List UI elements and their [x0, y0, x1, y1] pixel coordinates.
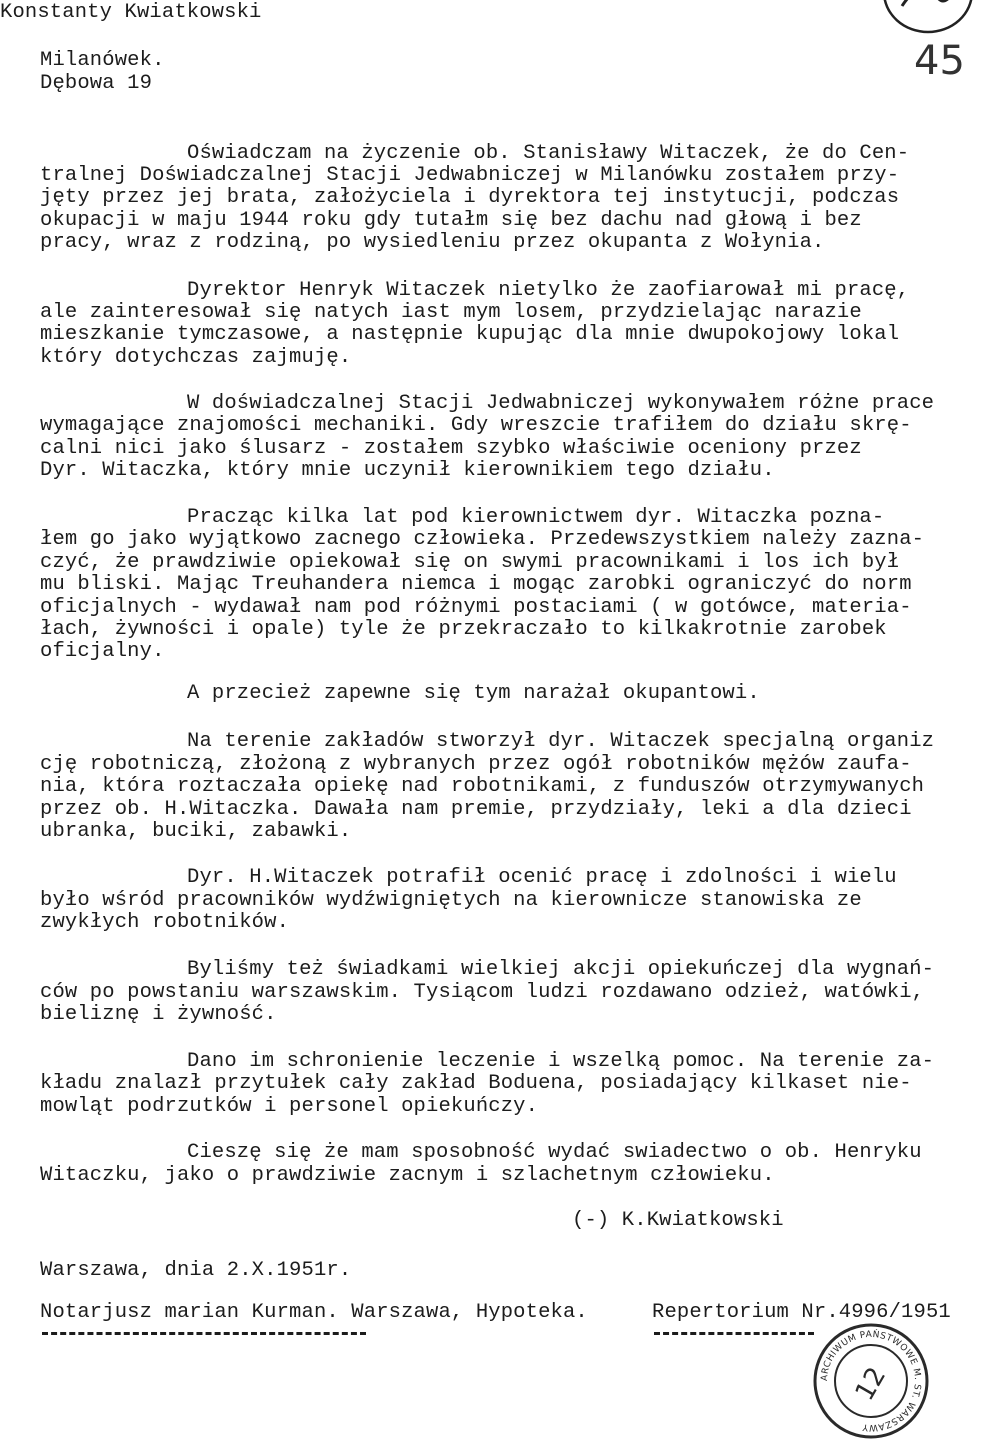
dashed-underline-left: [42, 1332, 366, 1335]
body-line: oficjalnych - wydawał nam pod różnymi postaciami ( w gotówce, materia-: [40, 596, 912, 619]
body-line: Dyr. Witaczka, który mnie uczynił kierownikiem tego działu.: [40, 459, 775, 482]
body-line: oficjalny.: [40, 640, 165, 663]
body-line: A przecież zapewne się tym narażał okupantowi.: [187, 682, 760, 705]
page-number: 45: [914, 38, 965, 84]
seal-text: ARCHIWUM PAŃSTWOWE M. ST. WARSZAWY: [819, 1329, 923, 1433]
body-line: Dano im schronienie leczenie i wszelką pomoc. Na terenie za-: [187, 1050, 935, 1073]
signature: (-) K.Kwiatkowski: [572, 1209, 784, 1232]
archive-seal-stamp: [812, 1322, 930, 1440]
body-line: ale zainteresował się natych iast mym losem, przydzielając narazie: [40, 301, 862, 324]
body-line: czyć, że prawdziwie opiekował się on swymi pracownikami i los ich był: [40, 551, 900, 574]
body-line: Witaczku, jako o prawdziwie zacnym i szlachetnym człowieku.: [40, 1164, 775, 1187]
notary-line: Notarjusz marian Kurman. Warszawa, Hypoteka.: [40, 1301, 588, 1324]
body-line: ubranka, buciki, zabawki.: [40, 820, 352, 843]
body-line: Cieszę się że mam sposobność wydać swiadectwo o ob. Henryku: [187, 1141, 922, 1164]
body-line: okupacji w maju 1944 roku gdy tutałm się bez dachu nad głową i bez: [40, 209, 862, 232]
body-line: mowląt podrzutków i personel opiekuńczy.: [40, 1095, 539, 1118]
body-line: W doświadczalnej Stacji Jedwabniczej wykonywałem różne prace: [187, 392, 935, 415]
repertorium-number: Repertorium Nr.4996/1951: [652, 1301, 951, 1324]
body-line: Dyr. H.Witaczek potrafił ocenić pracę i zdolności i wielu: [187, 866, 897, 889]
body-line: który dotychczas zajmuję.: [40, 346, 352, 369]
circled-mark-stamp: [880, 0, 976, 38]
body-line: Oświadczam na życzenie ob. Stanisławy Witaczek, że do Cen-: [187, 142, 910, 165]
body-line: mieszkanie tymczasowe, a następnie kupując dla mnie dwupokojowy lokal: [40, 323, 900, 346]
body-line: Pracząc kilka lat pod kierownictwem dyr. Witaczka pozna-: [187, 506, 885, 529]
author-name: Konstanty Kwiatkowski: [0, 1, 262, 24]
address-line-2: Dębowa 19: [40, 72, 153, 95]
body-line: Dyrektor Henryk Witaczek nietylko że zaofiarował mi pracę,: [187, 279, 910, 302]
body-line: bieliznę i żywność.: [40, 1003, 277, 1026]
body-line: kładu znalazł przytułek cały zakład Boduena, posiadający kilkaset nie-: [40, 1072, 912, 1095]
body-line: calni nici jako ślusarz - zostałem szybko właściwie oceniony przez: [40, 437, 862, 460]
place-date: Warszawa, dnia 2.X.1951r.: [40, 1259, 352, 1282]
body-line: łem go jako wyjątkowo zacnego człowieka. Przedewszystkiem należy zazna-: [40, 528, 925, 551]
dashed-underline-right: [654, 1332, 814, 1335]
body-line: Byliśmy też świadkami wielkiej akcji opiekuńczej dla wygnań-: [187, 958, 935, 981]
body-line: mu bliski. Mając Treuhandera niemca i mogąc zarobki ograniczyć do norm: [40, 573, 912, 596]
body-line: cję robotniczą, złożoną z wybranych przez ogół robotników mężów zaufa-: [40, 753, 912, 776]
body-line: pracy, wraz z rodziną, po wysiedleniu przez okupanta z Wołynia.: [40, 231, 825, 254]
body-line: tralnej Doświadczalnej Stacji Jedwabniczej w Milanówku zostałem przy-: [40, 164, 900, 187]
body-line: wymagające znajomości mechaniki. Gdy wreszcie trafiłem do działu skrę-: [40, 414, 912, 437]
body-line: było wśród pracowników wydźwigniętych na kierownicze stanowiska ze: [40, 889, 862, 912]
address-line-1: Milanówek.: [40, 49, 165, 72]
body-line: przez ob. H.Witaczka. Dawała nam premie, przydziały, leki a dla dzieci: [40, 798, 912, 821]
body-line: łach, żywności i opale) tyle że przekraczało to kilkakrotnie zarobek: [40, 618, 887, 641]
body-line: nia, która roztaczała opiekę nad robotnikami, z funduszów otrzymywanych: [40, 775, 925, 798]
body-line: ców po powstaniu warszawskim. Tysiącom ludzi rozdawano odzież, watówki,: [40, 981, 925, 1004]
body-line: Na terenie zakładów stworzył dyr. Witaczek specjalną organiz: [187, 730, 935, 753]
body-line: zwykłych robotników.: [40, 911, 290, 934]
seal-number: 12: [849, 1362, 893, 1406]
body-line: jęty przez jej brata, założyciela i dyrektora tej instytucji, podczas: [40, 186, 900, 209]
